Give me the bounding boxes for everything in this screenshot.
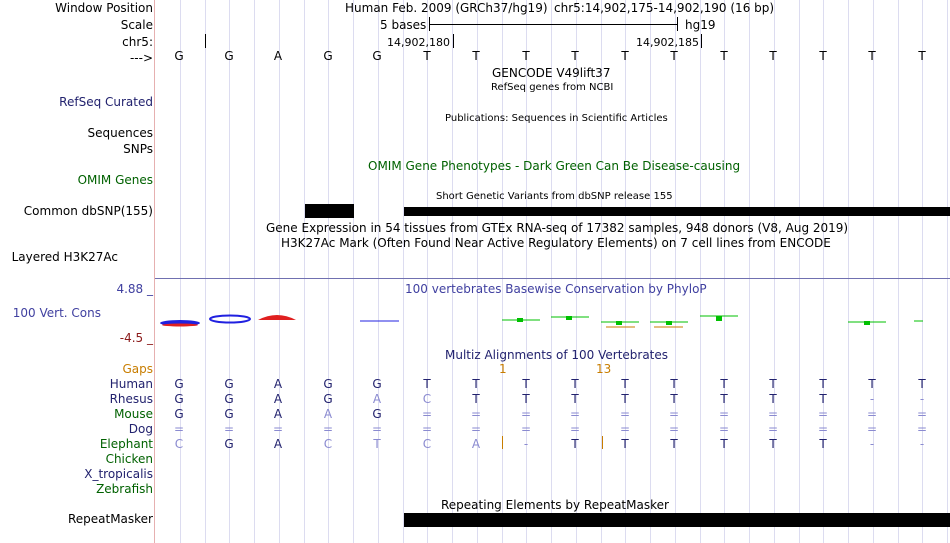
cons-max-label: 4.88 _ xyxy=(116,282,153,296)
alignment-base: T xyxy=(621,377,629,391)
gtex-title[interactable]: Gene Expression in 54 tissues from GTEx RNA-seq of 17382 samples, 948 donors (V8, Aug 2019) xyxy=(266,221,849,235)
alignment-base: G xyxy=(372,407,382,421)
alignment-base: = xyxy=(371,422,383,436)
alignment-base: = xyxy=(767,407,779,421)
alignment-base: T xyxy=(670,392,678,406)
gencode-title[interactable]: GENCODE V49lift37 xyxy=(492,66,611,80)
alignment-base: T xyxy=(423,377,431,391)
alignment-base: G xyxy=(224,407,234,421)
alignment-base: C xyxy=(323,437,333,451)
alignment-base: - xyxy=(919,392,925,406)
alignment-base: A xyxy=(273,392,283,406)
dna-base: T xyxy=(571,49,579,63)
alignment-base: - xyxy=(919,437,925,451)
scale-bar xyxy=(429,17,678,31)
alignment-base: = xyxy=(718,422,730,436)
refseq-title[interactable]: RefSeq genes from NCBI xyxy=(491,82,614,93)
dbsnp-title[interactable]: Short Genetic Variants from dbSNP release 155 xyxy=(436,191,673,202)
base-gridline xyxy=(898,0,899,543)
alignment-base: = xyxy=(866,422,878,436)
elephant-insertion-mark xyxy=(502,436,503,449)
scale-text: 5 bases xyxy=(380,18,427,32)
alignment-base: G xyxy=(224,392,234,406)
base-gridline xyxy=(873,0,874,543)
base-gridline xyxy=(625,0,626,543)
alignment-base: - xyxy=(523,437,529,451)
alignment-base: = xyxy=(520,407,532,421)
repeatmasker-element-bar[interactable] xyxy=(404,513,950,527)
base-gridline xyxy=(304,0,305,543)
assembly-title: Human Feb. 2009 (GRCh37/hg19) xyxy=(345,1,548,15)
dna-base: T xyxy=(621,49,629,63)
strand-arrow-label[interactable]: ---> xyxy=(129,51,153,65)
snps-label[interactable]: SNPs xyxy=(123,142,153,156)
species-label-zebrafish[interactable]: Zebrafish xyxy=(96,482,153,496)
alignment-base: A xyxy=(471,437,481,451)
alignment-base: T xyxy=(868,377,876,391)
dna-base: G xyxy=(372,49,382,63)
track-label-column xyxy=(0,0,155,543)
publications-title[interactable]: Publications: Sequences in Scientific Articles xyxy=(445,113,668,124)
phylop-title[interactable]: 100 vertebrates Basewise Conservation by PhyloP xyxy=(405,282,707,296)
alignment-base: T xyxy=(522,392,530,406)
base-gridline xyxy=(205,0,206,543)
base-gridline xyxy=(848,0,849,543)
omim-title[interactable]: OMIM Gene Phenotypes - Dark Green Can Be Disease-causing xyxy=(368,159,741,173)
alignment-base: T xyxy=(571,437,579,451)
alignment-base: G xyxy=(174,407,184,421)
alignment-base: = xyxy=(569,422,581,436)
alignment-base: T xyxy=(769,377,777,391)
elephant-insertion-mark xyxy=(602,436,603,449)
dna-base: T xyxy=(670,49,678,63)
species-label-rhesus[interactable]: Rhesus xyxy=(109,392,153,406)
species-label-human[interactable]: Human xyxy=(109,377,153,391)
dna-base: G xyxy=(224,49,234,63)
base-gridline xyxy=(947,0,948,543)
alignment-base: T xyxy=(522,377,530,391)
base-gridline xyxy=(774,0,775,543)
dna-base: T xyxy=(522,49,530,63)
alignment-base: = xyxy=(668,422,680,436)
alignment-base: T xyxy=(720,437,728,451)
alignment-base: = xyxy=(866,407,878,421)
alignment-base: G xyxy=(224,377,234,391)
base-gridline xyxy=(254,0,255,543)
cons-negative-marks xyxy=(160,315,399,327)
alignment-base: C xyxy=(422,437,432,451)
alignment-base: T xyxy=(819,437,827,451)
species-label-chicken[interactable]: Chicken xyxy=(105,452,153,466)
alignment-base: T xyxy=(918,377,926,391)
ruler-tick xyxy=(701,34,702,48)
species-label-x_tropicalis[interactable]: X_tropicalis xyxy=(84,467,153,481)
alignment-base: T xyxy=(472,377,480,391)
base-gridline xyxy=(724,0,725,543)
base-gridline xyxy=(403,0,404,543)
alignment-base: G xyxy=(372,377,382,391)
alignment-base: G xyxy=(224,437,234,451)
alignment-base: C xyxy=(422,392,432,406)
refseq-curated-label[interactable]: RefSeq Curated xyxy=(59,95,153,109)
alignment-base: = xyxy=(470,422,482,436)
sequences-label[interactable]: Sequences xyxy=(87,126,153,140)
alignment-base: T xyxy=(720,392,728,406)
alignment-base: = xyxy=(619,407,631,421)
alignment-base: = xyxy=(619,422,631,436)
alignment-base: = xyxy=(322,422,334,436)
base-gridline xyxy=(180,0,181,543)
alignment-base: T xyxy=(621,392,629,406)
cons-positive-marks xyxy=(502,316,923,327)
dna-base: G xyxy=(174,49,184,63)
alignment-base: = xyxy=(916,407,928,421)
alignment-base: = xyxy=(916,422,928,436)
vert-cons-label[interactable]: 100 Vert. Cons xyxy=(12,306,101,320)
alignment-base: T xyxy=(769,392,777,406)
alignment-base: T xyxy=(670,377,678,391)
dbsnp-label[interactable]: Common dbSNP(155) xyxy=(23,204,153,218)
alignment-base: A xyxy=(273,377,283,391)
alignment-base: A xyxy=(273,407,283,421)
alignment-base: T xyxy=(571,392,579,406)
window-position-label: Window Position xyxy=(55,1,153,15)
alignment-base: = xyxy=(569,407,581,421)
alignment-base: = xyxy=(520,422,532,436)
gap-count-2: 13 xyxy=(596,362,612,376)
ruler-tick xyxy=(205,34,206,48)
alignment-base: = xyxy=(668,407,680,421)
species-label-mouse[interactable]: Mouse xyxy=(114,407,153,421)
chrom-label: chr5: xyxy=(122,35,153,49)
h3k27ac-title[interactable]: H3K27Ac Mark (Often Found Near Active Regulatory Elements) on 7 cell lines from ENCODE xyxy=(281,236,831,250)
cons-min-label: -4.5 _ xyxy=(119,331,153,345)
base-gridline xyxy=(823,0,824,543)
ruler-tick xyxy=(453,34,454,48)
base-gridline xyxy=(477,0,478,543)
gaps-label[interactable]: Gaps xyxy=(122,362,153,376)
alignment-base: T xyxy=(720,377,728,391)
dna-base: G xyxy=(323,49,333,63)
alignment-base: T xyxy=(472,392,480,406)
position-range: chr5:14,902,175-14,902,190 (16 bp) xyxy=(554,1,775,15)
alignment-base: = xyxy=(767,422,779,436)
base-gridline xyxy=(328,0,329,543)
alignment-base: = xyxy=(817,422,829,436)
alignment-base: - xyxy=(869,437,875,451)
alignment-base: T xyxy=(670,437,678,451)
scale-label: Scale xyxy=(120,18,153,32)
alignment-base: T xyxy=(819,392,827,406)
base-gridline xyxy=(799,0,800,543)
base-gridline xyxy=(279,0,280,543)
multiz-title[interactable]: Multiz Alignments of 100 Vertebrates xyxy=(445,348,669,362)
alignment-base: - xyxy=(869,392,875,406)
species-label-dog[interactable]: Dog xyxy=(128,422,153,436)
alignment-base: T xyxy=(571,377,579,391)
alignment-base: = xyxy=(718,407,730,421)
base-gridline xyxy=(378,0,379,543)
ruler-coord-1: 14,902,180 xyxy=(387,36,450,49)
dna-base: T xyxy=(819,49,827,63)
base-gridline xyxy=(229,0,230,543)
alignment-base: G xyxy=(174,377,184,391)
alignment-base: T xyxy=(819,377,827,391)
dna-base: A xyxy=(273,49,283,63)
base-gridline xyxy=(749,0,750,543)
alignment-base: T xyxy=(769,437,777,451)
db-name: hg19 xyxy=(685,18,716,32)
dna-base: T xyxy=(769,49,777,63)
dbsnp-variant-bar[interactable] xyxy=(404,207,950,216)
dna-base: T xyxy=(472,49,480,63)
dna-base: T xyxy=(423,49,431,63)
conservation-top-line xyxy=(155,278,950,279)
base-gridline xyxy=(675,0,676,543)
repeatmasker-title[interactable]: Repeating Elements by RepeatMasker xyxy=(441,498,669,512)
alignment-base: T xyxy=(621,437,629,451)
base-gridline xyxy=(452,0,453,543)
dbsnp-variant-bar[interactable] xyxy=(305,204,354,218)
alignment-base: A xyxy=(273,437,283,451)
ruler-coord-2: 14,902,185 xyxy=(636,36,699,49)
alignment-base: A xyxy=(323,407,333,421)
alignment-base: G xyxy=(323,392,333,406)
h3k27ac-label[interactable]: Layered H3K27Ac xyxy=(11,250,118,264)
base-gridline xyxy=(650,0,651,543)
alignment-base: = xyxy=(421,407,433,421)
dna-base: T xyxy=(918,49,926,63)
alignment-base: = xyxy=(223,422,235,436)
alignment-base: = xyxy=(173,422,185,436)
dna-base: T xyxy=(720,49,728,63)
alignment-base: T xyxy=(373,437,381,451)
dna-base: T xyxy=(868,49,876,63)
base-gridline xyxy=(922,0,923,543)
alignment-base: C xyxy=(174,437,184,451)
base-gridline xyxy=(700,0,701,543)
repeatmasker-label[interactable]: RepeatMasker xyxy=(67,512,153,526)
phylop-conservation-plot xyxy=(155,300,950,340)
alignment-base: = xyxy=(470,407,482,421)
alignment-base: = xyxy=(421,422,433,436)
alignment-base: = xyxy=(272,422,284,436)
species-label-elephant[interactable]: Elephant xyxy=(99,437,153,451)
alignment-base: G xyxy=(174,392,184,406)
alignment-base: = xyxy=(817,407,829,421)
alignment-base: G xyxy=(323,377,333,391)
omim-genes-label[interactable]: OMIM Genes xyxy=(77,173,153,187)
base-gridline xyxy=(353,0,354,543)
gap-count-1: 1 xyxy=(499,362,507,376)
base-gridline xyxy=(427,0,428,543)
alignment-base: A xyxy=(372,392,382,406)
